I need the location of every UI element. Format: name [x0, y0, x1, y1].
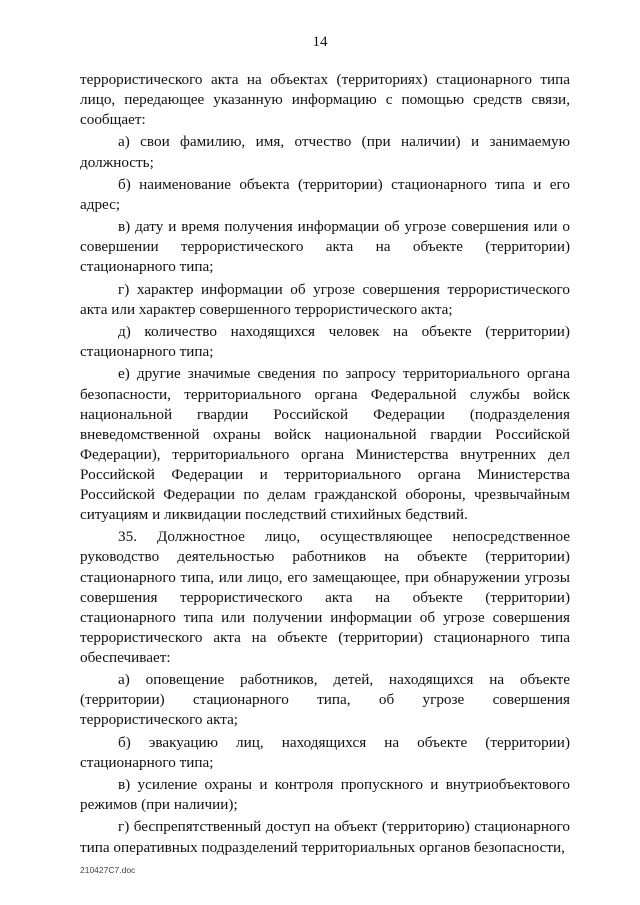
- page-number: 14: [312, 34, 328, 50]
- clause-35-item-a: а) оповещение работников, детей, находящихся на объекте (территории) стационарного типа, об угрозе совершения террористического акта;: [80, 671, 570, 729]
- clause-35-item-v: в) усиление охраны и контроля пропускного и внутриобъектового режимов (при наличии);: [80, 776, 570, 814]
- paragraph-intro: террористического акта на объектах (территориях) стационарного типа лицо, передающее указанную информацию с помощью средств связи, сообщает:: [80, 71, 570, 129]
- footer-file-code: 210427С7.doc: [80, 865, 136, 875]
- list-item-e: е) другие значимые сведения по запросу территориального органа безопасности, территориального органа Федеральной службы войск национальной гвардии Российской Федерации (подразделения вневедомственной охраны войск национальной гвардии Российской Федерации), территориального органа Министерства внутренних дел Российской Федерации и территориального органа Министерства Российской Федерации по делам гражданской обороны, чрезвычайным ситуациям и ликвидации последствий стихийных бедствий.: [80, 365, 570, 524]
- clause-35: 35. Должностное лицо, осуществляющее непосредственное руководство деятельностью работников на объекте (территории) стационарного типа, или лицо, его замещающее, при обнаружении угрозы совершения террористического акта на объекте (территории) стационарного типа или получении информации об угрозе совершения террористического акта на объекте (территории) стационарного типа обеспечивает:: [80, 528, 570, 666]
- clause-35-item-g: г) беспрепятственный доступ на объект (территорию) стационарного типа оперативных подразделений территориальных органов безопасности,: [80, 818, 570, 856]
- list-item-v: в) дату и время получения информации об угрозе совершения или о совершении террористического акта на объекте (территории) стационарного типа;: [80, 218, 570, 276]
- list-item-g: г) характер информации об угрозе совершения террористического акта или характер совершенного террористического акта;: [80, 280, 570, 318]
- clause-35-item-b: б) эвакуацию лиц, находящихся на объекте (территории) стационарного типа;: [80, 733, 570, 771]
- list-item-a: а) свои фамилию, имя, отчество (при наличии) и занимаемую должность;: [80, 133, 570, 171]
- list-item-d: д) количество находящихся человек на объекте (территории) стационарного типа;: [80, 323, 570, 361]
- document-body: [80, 70, 570, 858]
- list-item-b: б) наименование объекта (территории) стационарного типа и его адрес;: [80, 175, 570, 213]
